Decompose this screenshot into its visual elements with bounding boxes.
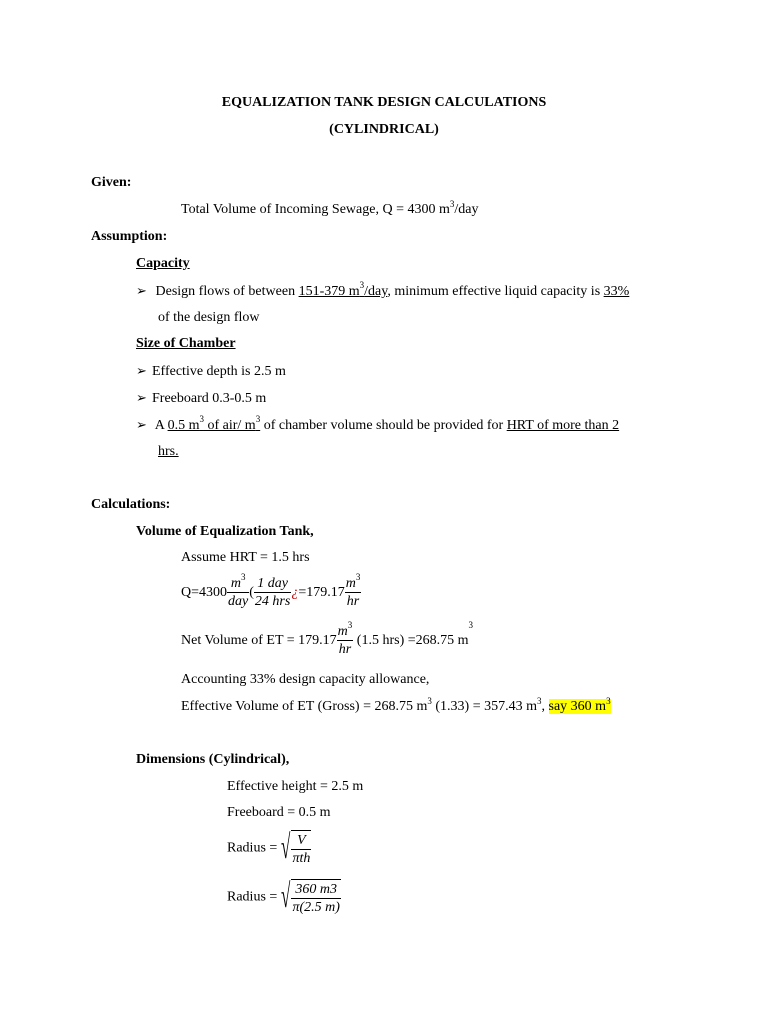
air-bullet-continuation: hrs. [158, 444, 179, 459]
accounting-line: Accounting 33% design capacity allowance, [181, 672, 430, 687]
effective-volume-line: Effective Volume of ET (Gross) = 268.75 $m^3$ (1.33) = 357.43 $m^3$, say 360 $m^3$ [181, 696, 611, 714]
volume-heading: Volume of Equalization Tank, [136, 524, 314, 539]
capacity-bullet: ➢ Design flows of between 151-379 $m^3$/day, minimum effective liquid capacity is 33% [136, 280, 630, 299]
capacity-bullet-continuation: of the design flow [158, 310, 260, 325]
given-line: Total Volume of Incoming Sewage, Q = 4300 $m^3$/day [181, 199, 479, 217]
dimensions-heading: Dimensions (Cylindrical), [136, 752, 290, 767]
air-bullet: ➢ A 0.5 $m^3$ of air/ $m^3$ of chamber volume should be provided for HRT of more than 2 [136, 414, 620, 433]
net-volume-equation: Net Volume of ET = 179.17 $\frac{m^3}{hr}$ (1.5 hrs) =268.75 $m^3$ [181, 620, 474, 658]
highlighted-result: say 360 $m^3$ [548, 696, 611, 714]
square-root-icon: √ $\frac{360 m3}{\pi(2.5 m)}$ [280, 878, 340, 916]
square-root-icon: √ $\frac{V}{\text{πth}}$ [280, 829, 311, 867]
arrowhead-bullet-icon: ➢ [136, 363, 147, 378]
page-title: EQUALIZATION TANK DESIGN CALCULATIONS [221, 95, 547, 110]
radius-formula: Radius = √ $\frac{V}{\text{πth}}$ [227, 829, 311, 867]
radius-substitution: Radius = √ $\frac{360 m3}{\pi(2.5 m)}$ [227, 878, 340, 916]
effective-height: Effective height = 2.5 m [227, 779, 364, 794]
chamber-bullet: ➢ Effective depth is 2.5 m [136, 363, 286, 379]
arrowhead-bullet-icon: ➢ [136, 417, 147, 432]
fraction: $\frac{m^3}{\text{day}}$ [228, 572, 249, 610]
fraction: $\frac{\text{1 day}}{\text{24 hrs}}$ [254, 576, 291, 610]
calculations-heading: Calculations: [91, 497, 171, 512]
assumption-heading: Assumption: [91, 229, 168, 244]
fraction: $\frac{m^3}{hr}$ [345, 572, 361, 610]
capacity-heading: Capacity [136, 256, 190, 271]
chamber-heading: Size of Chamber [136, 336, 236, 351]
arrowhead-bullet-icon: ➢ [136, 283, 147, 298]
fraction: $\frac{m^3}{hr}$ [337, 620, 353, 658]
q-equation: Q=4300 $\frac{m^3}{\text{day}}$ ( $\frac{\text{1 day}}{\text{24 hrs}}$ ¿=179.17 $\frac{m^3}{hr}$ [181, 572, 361, 610]
freeboard: Freeboard = 0.5 m [227, 805, 331, 820]
given-heading: Given: [91, 175, 132, 190]
arrowhead-bullet-icon: ➢ [136, 390, 147, 405]
assume-hrt: Assume HRT = 1.5 hrs [181, 550, 310, 565]
page-subtitle: (CYLINDRICAL) [329, 122, 439, 137]
chamber-bullet: ➢ Freeboard 0.3-0.5 m [136, 390, 267, 406]
